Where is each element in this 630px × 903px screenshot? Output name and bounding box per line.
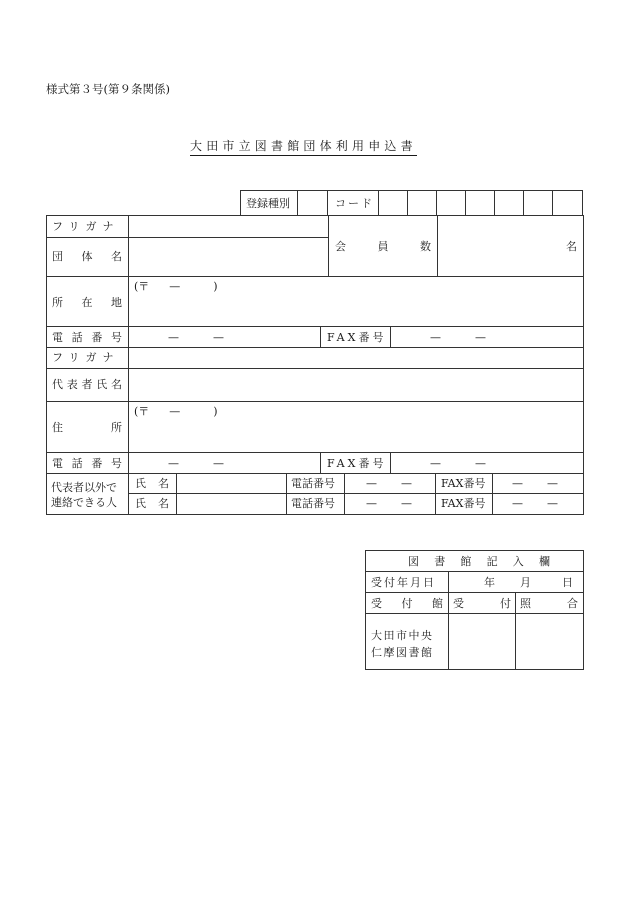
representative-address-field[interactable] [129,402,583,452]
received-date-label: 受付年月日 [371,576,436,589]
contact-fax-dashes: — — [512,497,558,510]
member-count-label: 会 員 数 [335,240,431,253]
group-fax-label: FAX番号 [327,331,387,344]
verification-label: 照 合 [520,597,578,610]
received-year: 年 [484,576,495,589]
representative-phone-label: 電 話 番 号 [52,457,122,470]
registration-type-label: 登録種別 [246,197,290,210]
registration-type-label-cell [240,190,298,216]
representative-furigana-field[interactable] [129,348,583,368]
member-count-field[interactable] [438,216,583,276]
representative-phone-field[interactable] [129,453,320,473]
code-digit-field[interactable] [378,190,408,216]
group-furigana-label: フリガナ [52,220,120,233]
group-address-field[interactable] [129,277,583,326]
code-digit-field[interactable] [494,190,524,216]
code-label: コード [335,197,374,210]
representative-phone-dashes: — — [168,457,224,470]
receiving-branch-label: 受 付 館 [371,597,443,610]
contact-phone-field[interactable] [345,494,435,514]
member-count-unit: 名 [566,240,577,253]
column-divider [320,452,321,474]
reception-stamp-field[interactable] [449,614,515,669]
representative-name-label: 代 表 者 氏 名 [52,378,122,391]
group-name-label: 団 体 名 [52,250,122,263]
library-box-title: 図 書 館 記 入 欄 [408,555,550,568]
contact-name-label: 氏 名 [135,497,169,510]
code-digit-field[interactable] [523,190,553,216]
page-title: 大田市立図書館団体利用申込書 [190,137,417,156]
code-digit-field[interactable] [465,190,495,216]
received-month: 月 [520,576,531,589]
contact-name-field[interactable] [177,474,286,493]
contact-phone-label: 電話番号 [291,497,335,510]
code-label-cell [327,190,379,216]
contact-phone-field[interactable] [345,474,435,493]
representative-fax-field[interactable] [391,453,583,473]
representative-postal-code: (〒 — ) [134,405,218,418]
reception-label: 受 付 [453,597,511,610]
code-digit-field[interactable] [436,190,466,216]
contact-phone-label: 電話番号 [291,477,335,490]
contact-name-field[interactable] [177,494,286,514]
group-phone-label: 電 話 番 号 [52,331,122,344]
received-day: 日 [562,576,573,589]
group-postal-code: (〒 — ) [134,280,218,293]
representative-fax-dashes: — — [430,457,486,470]
code-digit-field[interactable] [407,190,437,216]
representative-name-field[interactable] [129,369,583,401]
row-divider [365,592,584,593]
representative-furigana-label: フリガナ [52,351,120,364]
verification-stamp-field[interactable] [516,614,583,669]
group-furigana-field[interactable] [129,216,328,237]
contact-fax-field[interactable] [493,494,583,514]
contact-fax-dashes: — — [512,477,558,490]
group-phone-dashes: — — [168,331,224,344]
contact-person-label: 代表者以外で 連絡できる人 [51,481,117,509]
group-phone-field[interactable] [129,327,320,347]
contact-phone-dashes: — — [366,497,412,510]
column-divider [286,473,287,515]
group-fax-dashes: — — [430,331,486,344]
column-divider [435,473,436,515]
column-divider [320,326,321,348]
group-fax-field[interactable] [391,327,583,347]
contact-phone-dashes: — — [366,477,412,490]
group-name-field[interactable] [129,238,328,276]
contact-fax-label: FAX番号 [441,477,486,490]
contact-name-label: 氏 名 [135,477,169,490]
column-divider [328,215,329,277]
form-number: 様式第３号(第９条関係) [46,82,170,96]
received-date-field[interactable] [449,572,583,592]
representative-address-label: 住 所 [52,421,122,434]
representative-fax-label: FAX番号 [327,457,387,470]
code-digit-field[interactable] [552,190,583,216]
branch-names: 大田市中央 仁摩図書館 [371,629,434,659]
contact-fax-label: FAX番号 [441,497,486,510]
registration-type-field[interactable] [297,190,328,216]
contact-fax-field[interactable] [493,474,583,493]
group-address-label: 所 在 地 [52,296,122,309]
